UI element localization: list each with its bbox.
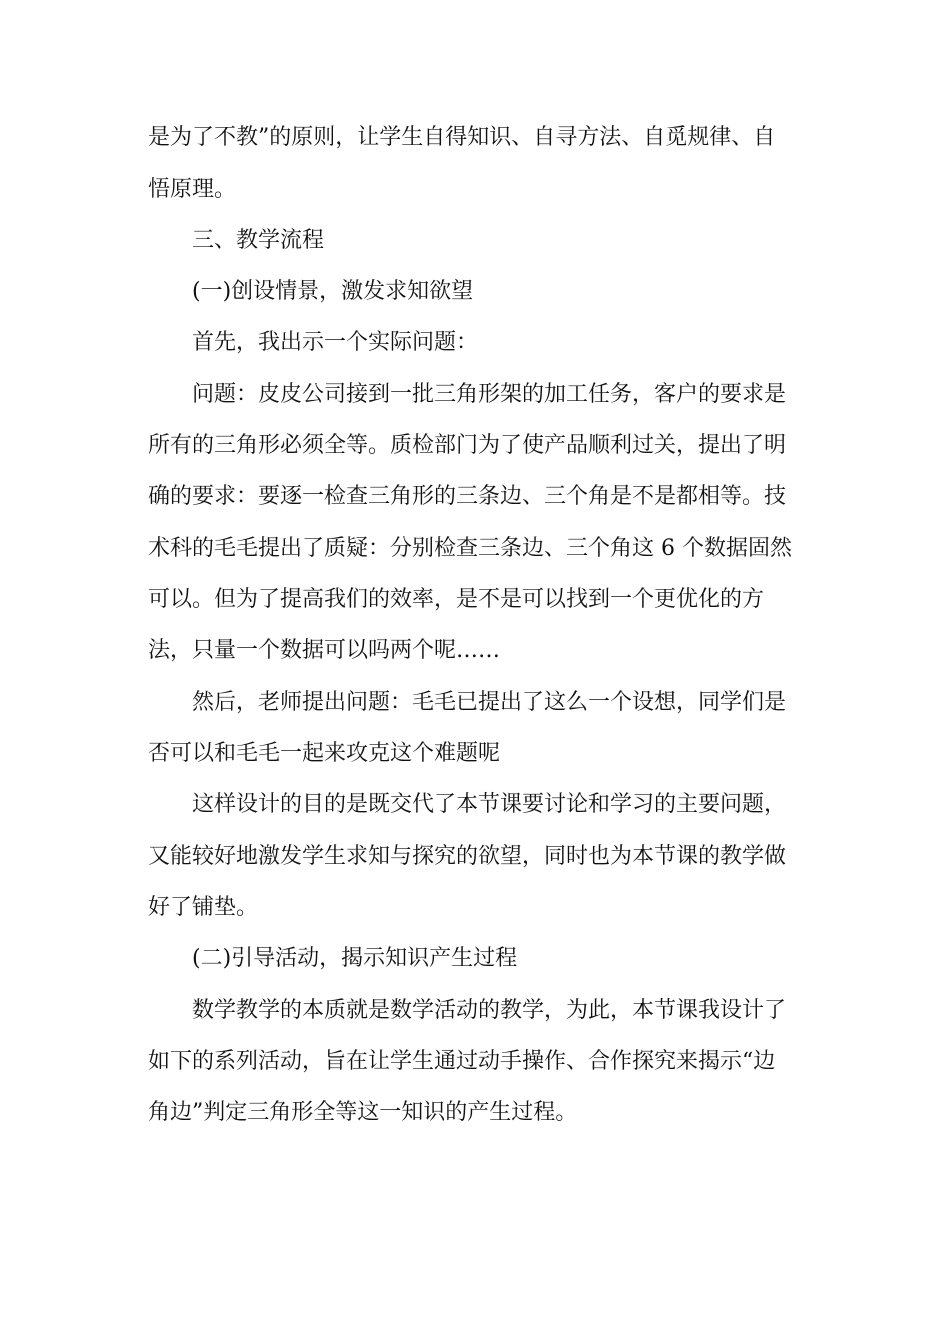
subsection-heading: (二)引导活动，揭示知识产生过程 (192, 946, 518, 971)
paragraph-line: 如下的系列活动，旨在让学生通过动手操作、合作探究来揭示“边 (148, 1049, 776, 1074)
paragraph-line: 所有的三角形必须全等。质检部门为了使产品顺利过关，提出了明 (148, 433, 787, 458)
paragraph-line: 然后，老师提出问题：毛毛已提出了这么一个设想，同学们是 (192, 690, 787, 715)
paragraph-line: 首先，我出示一个实际问题： (192, 330, 479, 355)
paragraph-line: 问题：皮皮公司接到一批三角形架的加工任务，客户的要求是 (192, 382, 787, 407)
paragraph-line: 这样设计的目的是既交代了本节课要讨论和学习的主要问题， (192, 792, 787, 817)
paragraph-line: 好了铺垫。 (148, 895, 259, 920)
paragraph-line: 确的要求：要逐一检查三角形的三条边、三个角是不是都相等。技 (148, 484, 787, 509)
paragraph-line: 又能较好地激发学生求知与探究的欲望，同时也为本节课的教学做 (148, 844, 787, 869)
paragraph-line: 悟原理。 (148, 177, 237, 202)
paragraph-line: 法，只量一个数据可以吗两个呢…… (148, 638, 501, 663)
paragraph-line: 否可以和毛毛一起来攻克这个难题呢 (148, 741, 501, 766)
subsection-heading: (一)创设情景，激发求知欲望 (192, 279, 474, 304)
paragraph-line: 术科的毛毛提出了质疑：分别检查三条边、三个角这 6 个数据固然 (148, 536, 792, 561)
paragraph-line: 数学教学的本质就是数学活动的教学，为此，本节课我设计了 (192, 998, 787, 1023)
paragraph-line: 角边”判定三角形全等这一知识的产生过程。 (148, 1100, 578, 1125)
section-heading: 三、教学流程 (192, 228, 325, 253)
paragraph-line: 是为了不教”的原则，让学生自得知识、自寻方法、自觅规律、自 (148, 125, 776, 150)
paragraph-line: 可以。但为了提高我们的效率，是不是可以找到一个更优化的方 (148, 587, 765, 612)
